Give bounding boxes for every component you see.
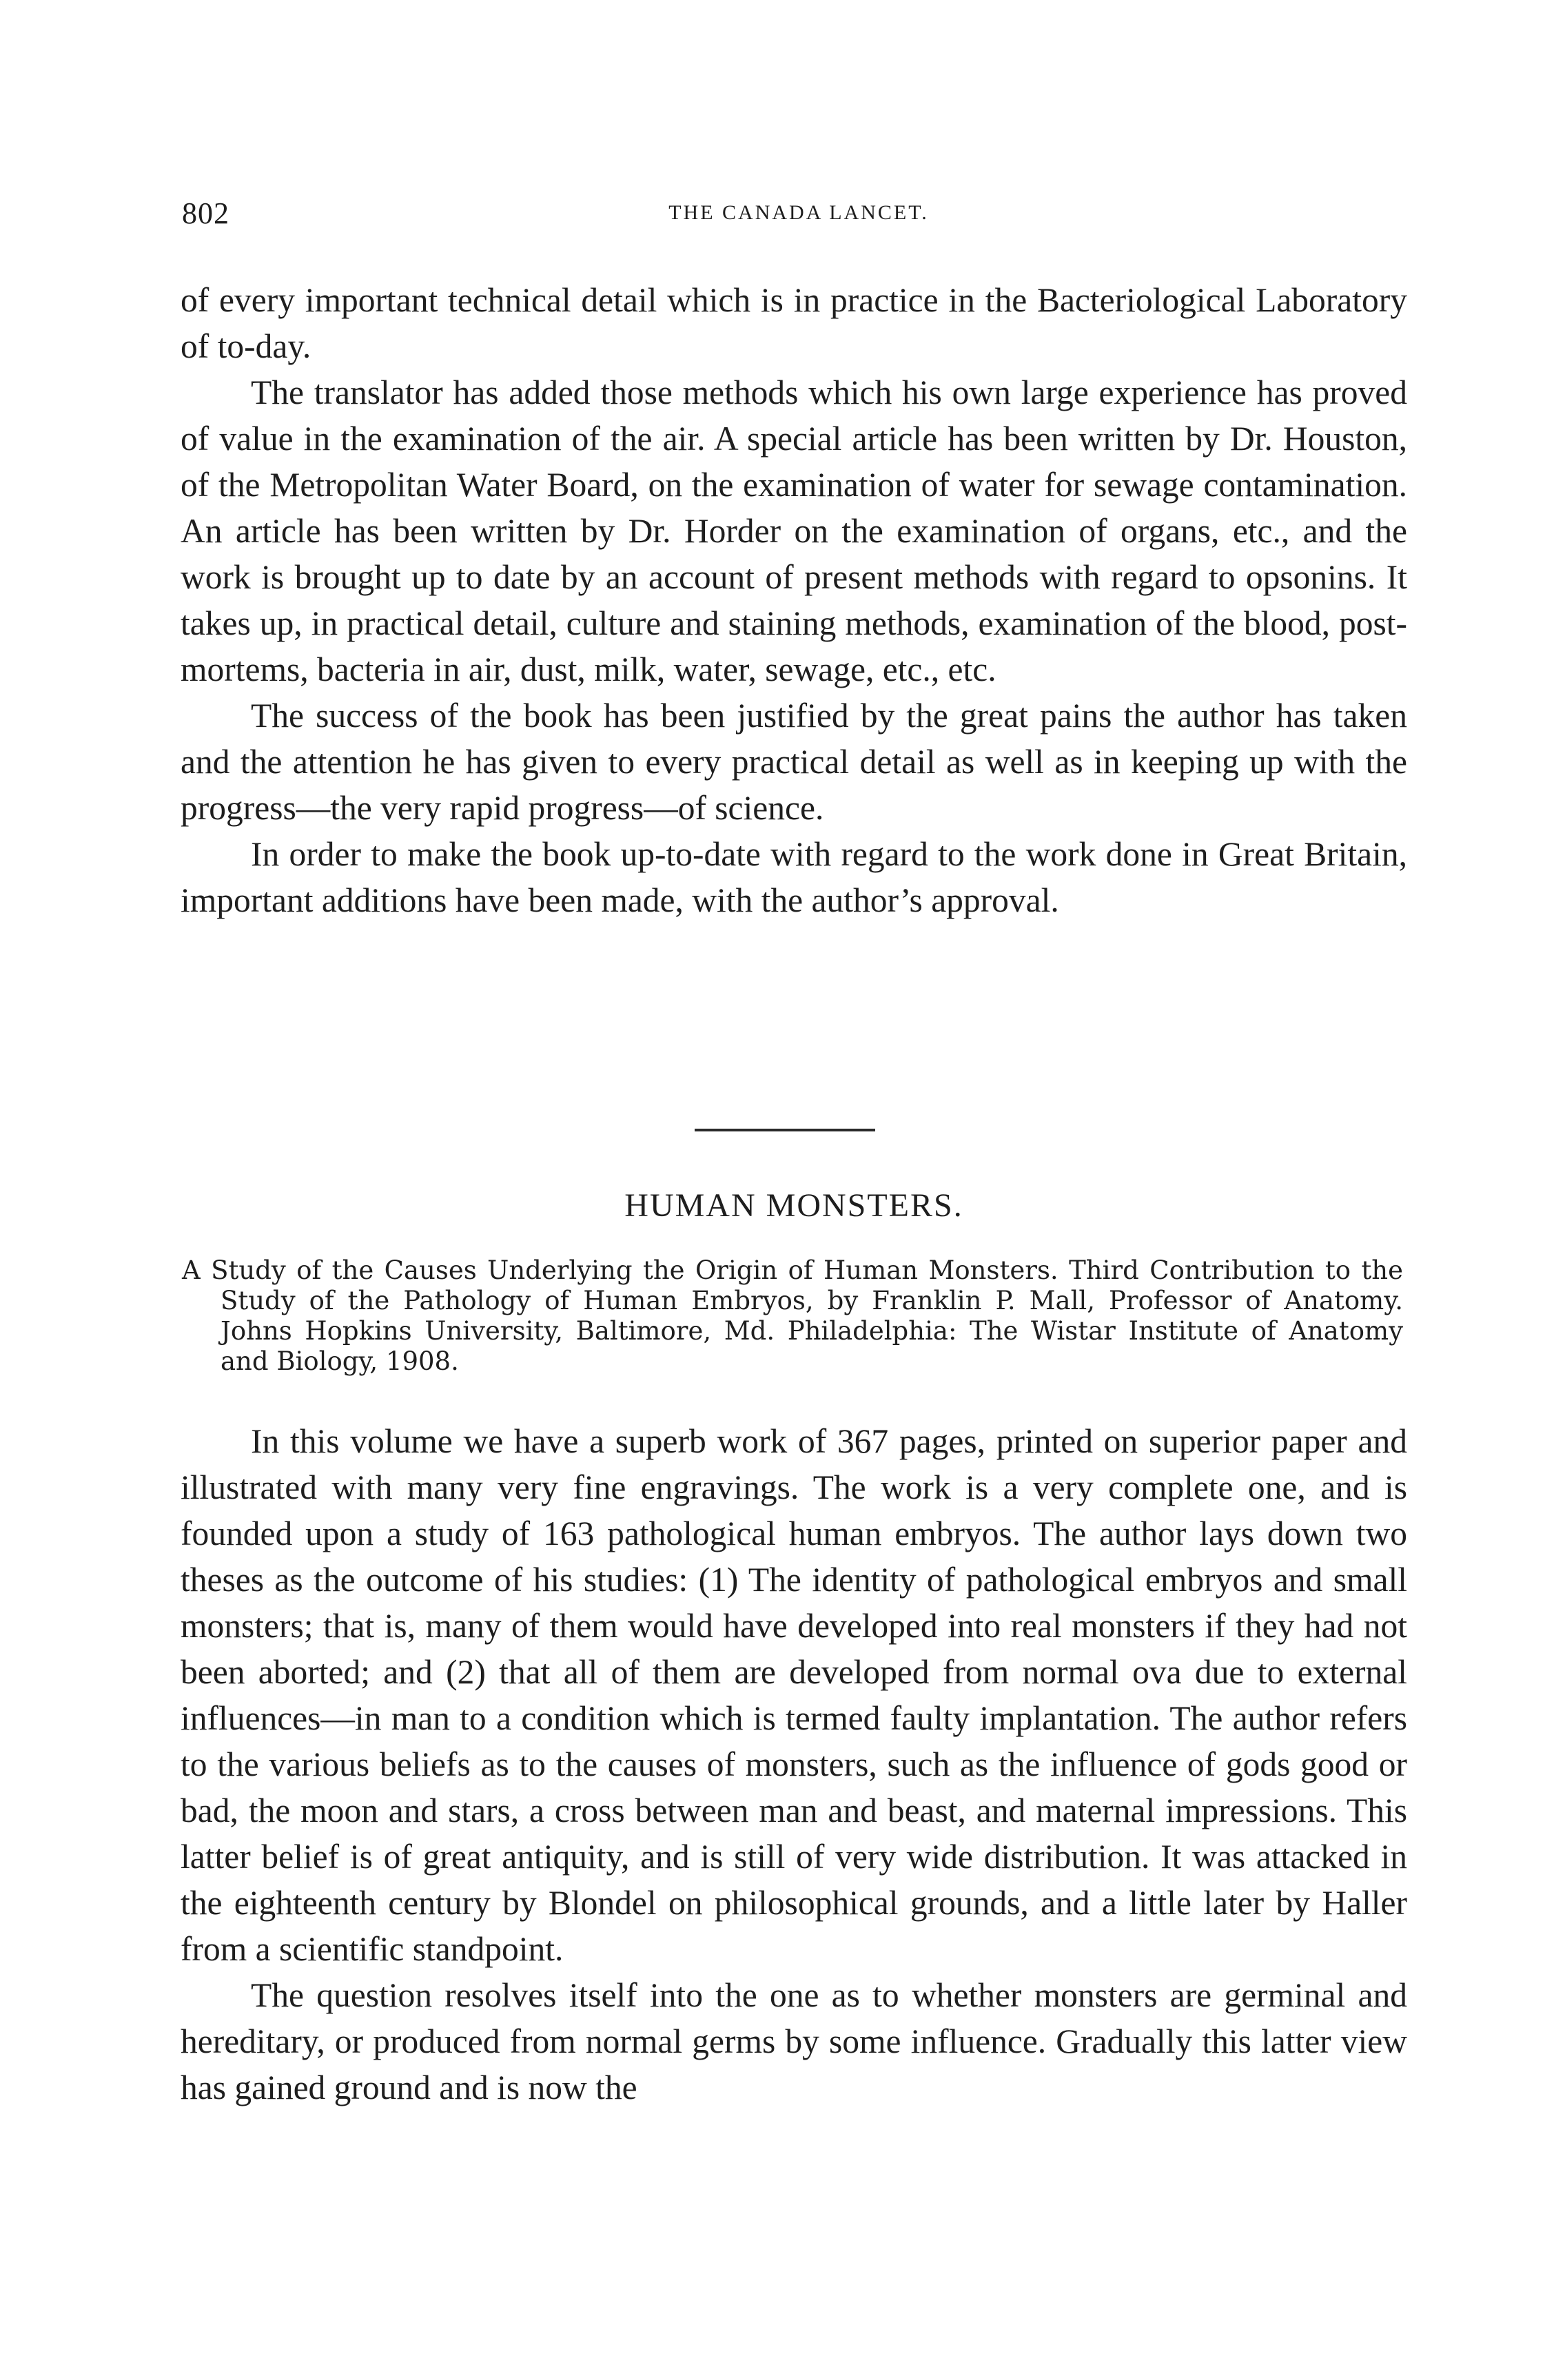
book-citation: A Study of the Causes Underlying the Origin of Human Monsters. Third Contribution to the Study of the Pathology of Human Embryos, by Franklin P. Mall, Professor of Anatomy. Johns Hopkins University, Baltimore, Md. Philadelphia: The Wistar Institute of Anatomy and Biology, 1908. (182, 1255, 1403, 1376)
review-body (181, 1418, 1407, 2111)
paragraph: The success of the book has been justified by the great pains the author has taken and the attention he has given to every practical detail as well as in keeping up with the progress—the very rapid progress—of science. (181, 697, 1407, 827)
page-number: 802 (182, 196, 229, 230)
running-head (182, 196, 1415, 237)
paragraph: The question resolves itself into the one as to whether monsters are germinal and hereditary, or produced from normal germs by some influence. Gradually this latter view has gained ground and is now the (181, 1976, 1407, 2106)
section-divider (695, 1129, 875, 1131)
paragraph: In order to make the book up-to-date with regard to the work done in Great Britain, important additions have been made, with the author’s approval. (181, 835, 1407, 919)
review-continuation (181, 277, 1407, 923)
section-heading: HUMAN MONSTERS. (624, 1187, 963, 1224)
paragraph: The translator has added those methods which his own large experience has proved of value in the examination of the air. A special article has been written by Dr. Houston, of the Metropolitan Water Board, on the examination of water for sewage contamination. An article has been written by Dr. Horder on the examination of organs, etc., and the work is brought up to date by an account of present methods with regard to opsonins. It takes up, in practical detail, culture and staining methods, examination of the blood, post-mortems, bacteria in air, dust, milk, water, sewage, etc., etc. (181, 373, 1407, 688)
paragraph: In this volume we have a superb work of 367 pages, printed on superior paper and illustrated with many very fine engravings. The work is a very complete one, and is founded upon a study of 163 pathological human embryos. The author lays down two theses as the outcome of his studies: (1) The identity of pathological embryos and small monsters; that is, many of them would have developed into real monsters if they had not been aborted; and (2) that all of them are developed from normal ova due to external influences—in man to a condition which is termed faulty implantation. The author refers to the various beliefs as to the causes of monsters, such as the influence of gods good or bad, the moon and stars, a cross between man and beast, and maternal impressions. This latter belief is of great antiquity, and is still of very wide distribution. It was attacked in the eighteenth century by Blondel on philosophical grounds, and a little later by Haller from a scientific standpoint. (181, 1422, 1407, 1968)
journal-title: THE CANADA LANCET. (668, 201, 929, 224)
paragraph: of every important technical detail which is in practice in the Bacteriological Laboratory of to-day. (181, 281, 1407, 365)
